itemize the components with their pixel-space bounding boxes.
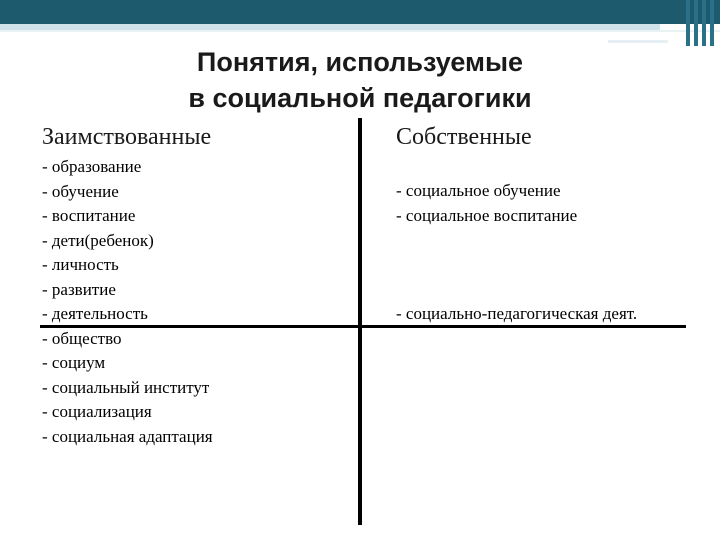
slide-title [130, 44, 590, 116]
borrowed-column-header: Заимствованные [42, 124, 212, 150]
corner-decoration [694, 0, 698, 46]
corner-stripe [608, 40, 668, 43]
list-spacer [396, 228, 637, 302]
title-line-2: в социальной педагогики [188, 83, 532, 113]
list-item: - развитие [42, 279, 116, 299]
list-item: - общество [42, 328, 122, 348]
list-item: - деятельность [42, 304, 148, 323]
corner-decoration [710, 0, 714, 46]
list-item: - социальный институт [42, 377, 210, 397]
list-item: - социальная адаптация [42, 426, 213, 446]
list-item: - социальное обучение [396, 181, 561, 200]
list-item: - образование [42, 157, 142, 176]
header-bar [0, 0, 720, 24]
vertical-divider [358, 118, 362, 525]
own-terms-list [396, 179, 637, 326]
list-item: - дети(ребенок) [42, 230, 154, 250]
borrowed-terms-list [42, 155, 213, 449]
horizontal-divider [40, 325, 686, 328]
title-line-1: Понятия, используемые [196, 47, 524, 77]
corner-decoration [702, 0, 706, 46]
corner-decoration [686, 0, 690, 46]
list-item: - социум [42, 353, 106, 372]
own-column-header: Собственные [396, 124, 532, 150]
list-item: - социальное воспитание [396, 205, 578, 225]
list-item: - личность [42, 255, 119, 274]
list-item: - социально-педагогическая деят. [396, 303, 638, 323]
list-item: - воспитание [42, 206, 136, 225]
list-item: - социализация [42, 402, 152, 421]
header-accent-line [0, 30, 720, 32]
list-item: - обучение [42, 181, 119, 201]
